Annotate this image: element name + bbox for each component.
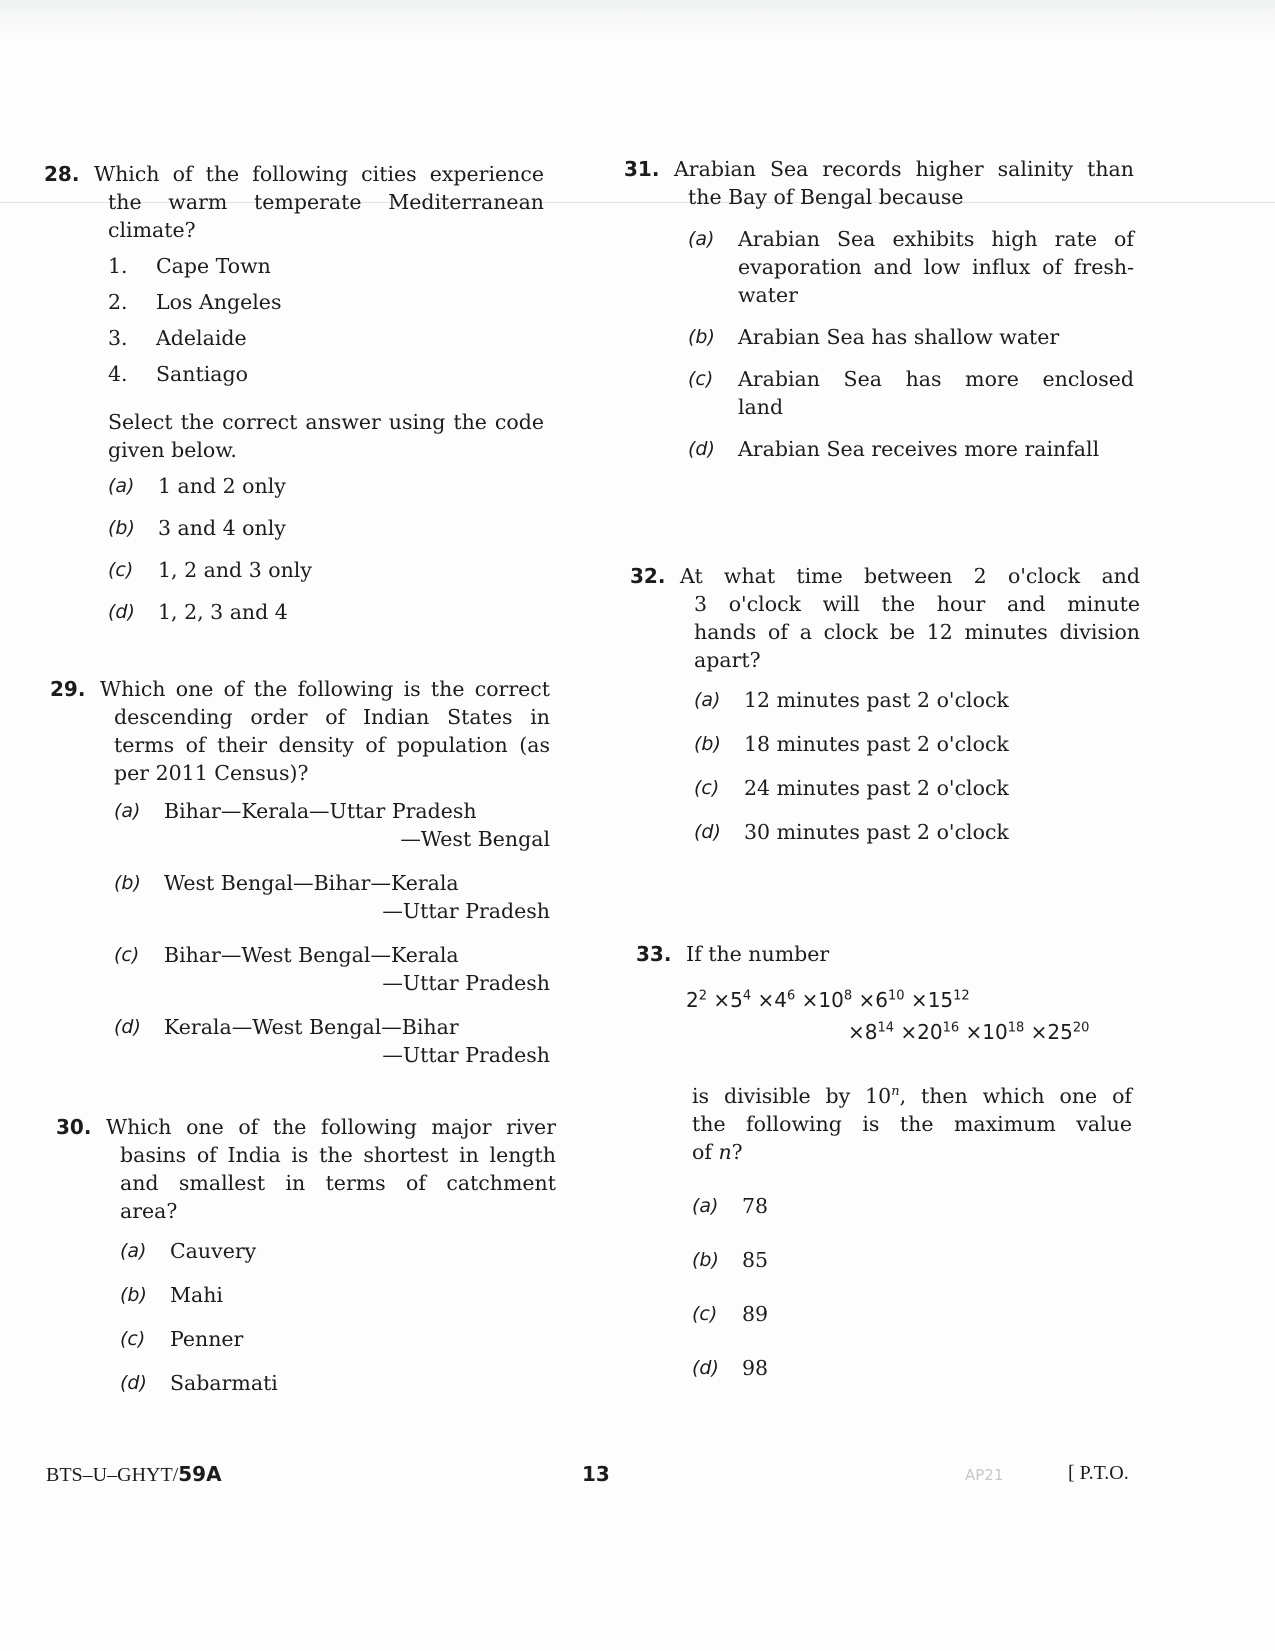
question-number: 29. bbox=[50, 677, 86, 701]
option-d[interactable]: (d) Sabarmati bbox=[120, 1371, 278, 1395]
math-expression bbox=[636, 986, 1146, 1046]
question-number: 33. bbox=[636, 942, 672, 966]
question-text-line: the Bay of Bengal because bbox=[688, 185, 964, 209]
page-top-shade bbox=[0, 0, 1275, 40]
question-text-line: At what time between 2 o'clock and bbox=[680, 564, 1140, 588]
question-text-line: Which of the following cities experience bbox=[94, 162, 544, 186]
instruction-text: Select the correct answer using the code bbox=[108, 410, 544, 434]
option-c[interactable]: (c) 24 minutes past 2 o'clock bbox=[694, 776, 1009, 800]
option-c[interactable]: (c) 89 bbox=[692, 1302, 769, 1326]
faint-stamp: AP21 bbox=[965, 1466, 1004, 1484]
question-text-line: the warm temperate Mediterranean bbox=[108, 190, 544, 214]
question-text-line: apart? bbox=[694, 648, 761, 672]
statement-item: 2. Los Angeles bbox=[108, 290, 282, 314]
question-text-line: is divisible by 10$^n$, then which one of bbox=[692, 1084, 1132, 1108]
option-d[interactable]: (d) 98 bbox=[692, 1356, 769, 1380]
question-number: 28. bbox=[44, 162, 80, 186]
question-intro: If the number bbox=[686, 942, 830, 966]
question-text-line: Which one of the following major river bbox=[106, 1115, 556, 1139]
question-text-line: of n? bbox=[692, 1140, 743, 1164]
option-d[interactable]: (d) Arabian Sea receives more rainfall bbox=[688, 437, 1100, 461]
expression-line-2: $\times 8^{14} \times 20^{16} \times 10^{18} \times 25^{20}$ bbox=[848, 1020, 1090, 1044]
question-30 bbox=[56, 1113, 556, 1397]
expression-line-1: $2^2 \times 5^4 \times 4^6 \times 10^8 \times 6^{10} \times 15^{12}$ bbox=[686, 988, 970, 1012]
option-a[interactable]: (a) 1 and 2 only bbox=[108, 474, 286, 498]
question-text-line: Arabian Sea records higher salinity than bbox=[674, 157, 1134, 181]
question-29 bbox=[50, 675, 550, 1069]
option-b[interactable]: (b) 18 minutes past 2 o'clock bbox=[694, 732, 1009, 756]
question-text-line: the following is the maximum value bbox=[692, 1112, 1132, 1136]
option-c[interactable]: (c) Arabian Sea has more enclosed land bbox=[688, 367, 1134, 419]
question-text-line: 3 o'clock will the hour and minute bbox=[694, 592, 1140, 616]
question-text-line: area? bbox=[120, 1199, 178, 1223]
question-number: 30. bbox=[56, 1115, 92, 1139]
option-a[interactable]: (a) Arabian Sea exhibits high rate of evaporation and low influx of fresh- water bbox=[688, 227, 1134, 307]
option-c[interactable]: (c) 1, 2 and 3 only bbox=[108, 558, 312, 582]
question-text-line: climate? bbox=[108, 218, 196, 242]
option-a[interactable]: (a) Cauvery bbox=[120, 1239, 257, 1263]
option-d[interactable]: (d) 1, 2, 3 and 4 bbox=[108, 600, 288, 624]
question-text-line: basins of India is the shortest in length bbox=[120, 1143, 556, 1167]
statement-item: 1. Cape Town bbox=[108, 254, 271, 278]
question-32 bbox=[630, 562, 1140, 846]
statement-item: 3. Adelaide bbox=[108, 326, 247, 350]
booklet-code: BTS–U–GHYT/59A bbox=[46, 1462, 222, 1486]
option-a[interactable]: (a) 12 minutes past 2 o'clock bbox=[694, 688, 1009, 712]
question-text-line: per 2011 Census)? bbox=[114, 761, 309, 785]
question-text-line: and smallest in terms of catchment bbox=[120, 1171, 556, 1195]
question-31 bbox=[624, 155, 1134, 463]
question-33 bbox=[636, 940, 1146, 1382]
instruction-text: given below. bbox=[108, 438, 237, 462]
question-text-line: Which one of the following is the correct bbox=[100, 677, 550, 701]
option-d[interactable]: (d) 30 minutes past 2 o'clock bbox=[694, 820, 1009, 844]
please-turn-over: [ P.T.O. bbox=[1068, 1462, 1129, 1484]
option-b[interactable]: (b) 3 and 4 only bbox=[108, 516, 286, 540]
statement-item: 4. Santiago bbox=[108, 362, 248, 386]
option-b[interactable]: (b) Mahi bbox=[120, 1283, 223, 1307]
option-b[interactable]: (b) West Bengal—Bihar—Kerala —Uttar Pradesh bbox=[114, 871, 550, 923]
option-a[interactable]: (a) Bihar—Kerala—Uttar Pradesh —West Bengal bbox=[114, 799, 550, 851]
question-number: 32. bbox=[630, 564, 666, 588]
question-text-line: terms of their density of population (as bbox=[114, 733, 550, 757]
question-number: 31. bbox=[624, 157, 660, 181]
option-b[interactable]: (b) Arabian Sea has shallow water bbox=[688, 325, 1060, 349]
option-b[interactable]: (b) 85 bbox=[692, 1248, 769, 1272]
option-d[interactable]: (d) Kerala—West Bengal—Bihar —Uttar Pradesh bbox=[114, 1015, 550, 1067]
page-number: 13 bbox=[582, 1462, 610, 1486]
option-a[interactable]: (a) 78 bbox=[692, 1194, 769, 1218]
question-text-line: hands of a clock be 12 minutes division bbox=[694, 620, 1140, 644]
option-c[interactable]: (c) Bihar—West Bengal—Kerala —Uttar Pradesh bbox=[114, 943, 550, 995]
question-28 bbox=[44, 160, 544, 626]
option-c[interactable]: (c) Penner bbox=[120, 1327, 244, 1351]
question-text-line: descending order of Indian States in bbox=[114, 705, 550, 729]
